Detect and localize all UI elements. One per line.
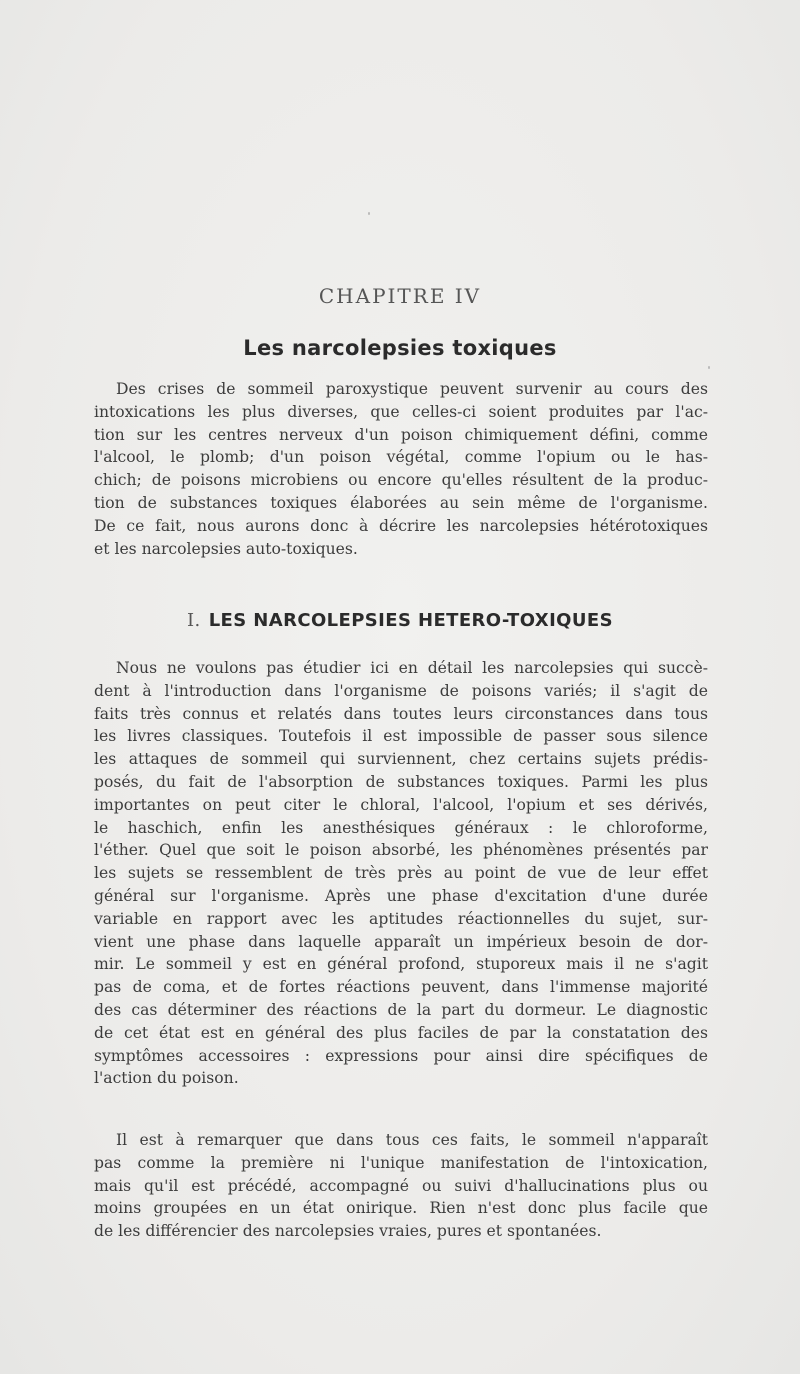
section-heading [0, 610, 800, 631]
chapter-label: CHAPITRE IV [318, 284, 482, 308]
text-line: moins groupées en un état onirique. Rien n'est donc plus facile que [94, 1199, 708, 1218]
text-line: Des crises de sommeil paroxystique peuvent survenir au cours des [116, 380, 708, 398]
text-line: mir. Le sommeil y est en général profond, stuporeux mais il ne s'agit [94, 955, 708, 974]
text-line: l'action du poison. [94, 1069, 239, 1088]
text-line: les livres classiques. Toutefois il est impossible de passer sous silence [94, 727, 708, 746]
text-line: tion de substances toxiques élaborées au sein même de l'organisme. [94, 493, 708, 512]
text-line: intoxications les plus diverses, que celles-ci soient produites par l'ac- [94, 402, 708, 421]
text-line: le haschich, enfin les anesthésiques généraux : le chloroforme, [94, 818, 708, 837]
text-line: Nous ne voulons pas étudier ici en détail les narcolepsies qui succè- [116, 659, 708, 677]
section-title: LES NARCOLEPSIES HETERO-TOXIQUES [208, 610, 613, 631]
chapter-title: Les narcolepsies toxiques [243, 336, 557, 360]
text-line: faits très connus et relatés dans toutes leurs circonstances dans tous [94, 704, 708, 723]
text-line: des cas déterminer des réactions de la part du dormeur. Le diagnostic [94, 1000, 708, 1019]
text-line: l'éther. Quel que soit le poison absorbé, les phénomènes présentés par [94, 841, 708, 860]
paper-speck [368, 212, 370, 215]
text-line: dent à l'introduction dans l'organisme de poisons variés; il s'agit de [94, 681, 708, 700]
text-line: chich; de poisons microbiens ou encore qu'elles résultent de la produc- [94, 471, 708, 490]
text-line: mais qu'il est précédé, accompagné ou suivi d'hallucinations plus ou [94, 1176, 708, 1195]
text-line: les attaques de sommeil qui surviennent, chez certains sujets prédis- [94, 750, 708, 769]
text-line: pas comme la première ni l'unique manifestation de l'intoxication, [94, 1153, 708, 1172]
text-line: De ce fait, nous aurons donc à décrire les narcolepsies hétérotoxiques [94, 516, 708, 535]
paper-speck [708, 366, 710, 369]
text-line: Il est à remarquer que dans tous ces faits, le sommeil n'apparaît [116, 1131, 708, 1149]
section-number: I. [187, 610, 201, 631]
text-line: variable en rapport avec les aptitudes réactionnelles du sujet, sur- [94, 909, 708, 928]
text-line: pas de coma, et de fortes réactions peuvent, dans l'immense majorité [94, 978, 708, 997]
text-line: de les différencier des narcolepsies vraies, pures et spontanées. [94, 1222, 602, 1241]
text-line: l'alcool, le plomb; d'un poison végétal, comme l'opium ou le has- [94, 448, 708, 467]
paragraph-hetero-toxic [94, 657, 708, 1090]
text-line: les sujets se ressemblent de très près au point de vue de leur effet [94, 864, 708, 883]
text-line: de cet état est en général des plus faciles de par la constatation des [94, 1023, 708, 1042]
text-line: et les narcolepsies auto-toxiques. [94, 539, 358, 558]
text-line: vient une phase dans laquelle apparaît un impérieux besoin de dor- [94, 932, 708, 951]
paragraph-remark [94, 1129, 708, 1243]
text-line: posés, du fait de l'absorption de substances toxiques. Parmi les plus [94, 772, 708, 791]
text-line: tion sur les centres nerveux d'un poison chimiquement défini, comme [94, 425, 708, 444]
text-line: général sur l'organisme. Après une phase d'excitation d'une durée [94, 886, 708, 905]
paragraph-intro [94, 378, 708, 560]
text-line: importantes on peut citer le chloral, l'alcool, l'opium et ses dérivés, [94, 795, 708, 814]
text-line: symptômes accessoires : expressions pour ainsi dire spécifiques de [94, 1046, 708, 1065]
